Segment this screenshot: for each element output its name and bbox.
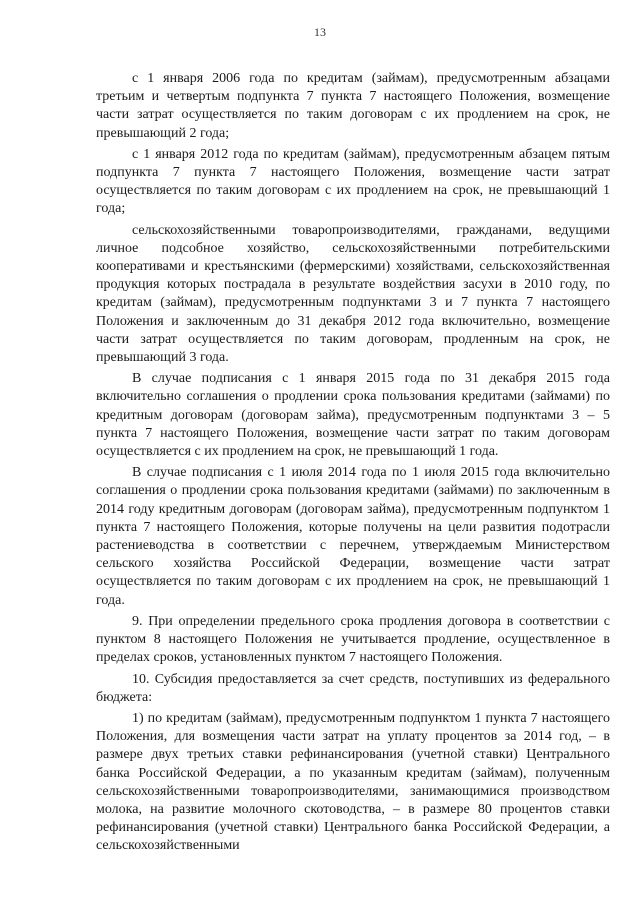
paragraph: с 1 января 2006 года по кредитам (займам), предусмотренным абзацами третьим и четвертым подпункта 7 пункта 7 настоящего Положения, возмещение части затрат осуществляется по таким договорам с их продлением на срок, не превышающий 2 года; [96, 71, 610, 141]
paragraph: 1) по кредитам (займам), предусмотренным подпунктом 1 пункта 7 настоящего Положения, для возмещения части затрат на уплату процентов за 2014 год, – в размере двух третьих ставки рефинансирования (учетной ставки) Центрального банка Российской Федерации, а по указанным кредитам (займам), полученным сельскохозяйственными товаропроизводителями, занимающимися производством молока, на развитие молочного скотоводства, – в размере 80 процентов ставки рефинансирования (учетной ставки) Центрального банка Российской Федерации, а сельскохозяйственными [96, 710, 610, 854]
paragraph: 10. Субсидия предоставляется за счет средств, поступивших из федерального бюджета: [96, 671, 610, 705]
paragraph: В случае подписания с 1 июля 2014 года по 1 июля 2015 года включительно соглашения о продлении срока пользования кредитами (займами) по заключенным в 2014 году кредитным договорам (договорам займа), предусмотренным подпунктом 1 пункта 7 настоящего Положения, которые получены на цели развития подотрасли растениеводства в соответствии с перечнем, утверждаемым Министерством сельского хозяйства Российской Федерации, возмещение части затрат осуществляется по таким договорам с их продлением на срок, не превышающий 1 года. [96, 465, 610, 608]
paragraph: В случае подписания с 1 января 2015 года по 31 декабря 2015 года включительно соглашения о продлении срока пользования кредитами (займами) по кредитным договорам (договорам займа), предусмотренным подпунктами 3 – 5 пункта 7 настоящего Положения, возмещение части затрат по таким договорам осуществляется с их продлением на срок, не превышающий 1 года. [96, 371, 610, 460]
paragraph: с 1 января 2012 года по кредитам (займам), предусмотренным абзацем пятым подпункта 7 пункта 7 настоящего Положения, возмещение части затрат осуществляется по таким договорам с их продлением на срок, не превышающий 1 года; [96, 146, 610, 217]
document-body [96, 70, 610, 859]
paragraph: 9. При определении предельного срока продления договора в соответствии с пунктом 8 настоящего Положения не учитывается продление, осуществленное в пределах сроков, установленных пунктом 7 настоящего Положения. [96, 613, 610, 666]
page-number: 13 [314, 25, 326, 39]
paragraph: сельскохозяйственными товаропроизводителями, гражданами, ведущими личное подсобное хозяйство, сельскохозяйственными потребительскими кооперативами и крестьянскими (фермерскими) хозяйствами, сельскохозяйственная продукция которых пострадала в результате воздействия засухи в 2010 году, по кредитам (займам), предусмотренным подпунктами 3 и 7 пункта 7 настоящего Положения и заключенным до 31 декабря 2012 года включительно, возмещение части затрат осуществляется по таким договорам, продленным на срок, не превышающий 3 года. [96, 222, 610, 366]
